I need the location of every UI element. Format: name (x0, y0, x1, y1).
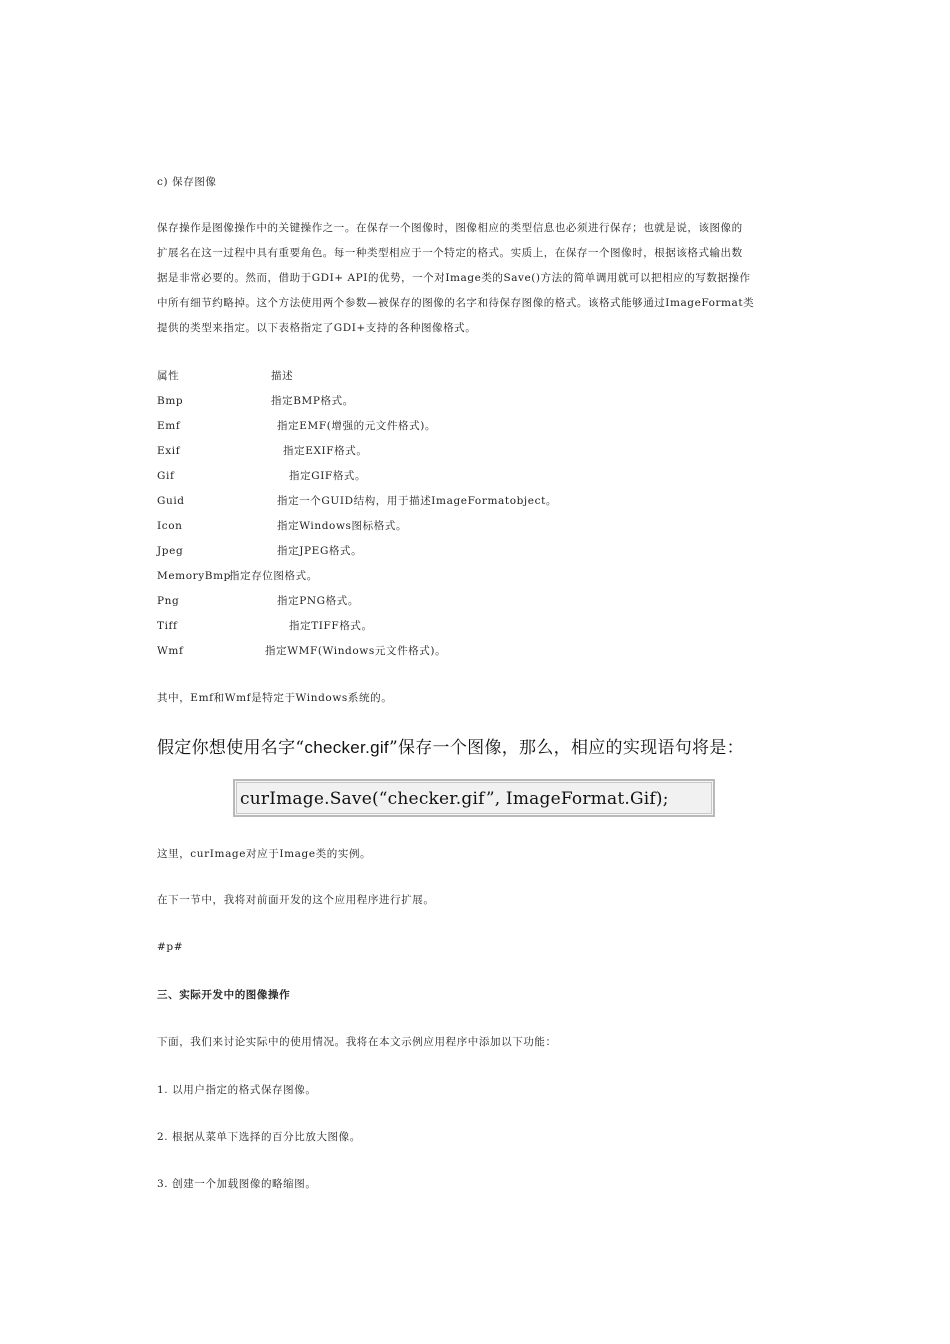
intro-line: 扩展名在这一过程中具有重要角色。每一种类型相应于一个特定的格式。实质上，在保存一个图像时，根据该格式输出数 (157, 247, 743, 259)
table-cell-description: 指定TIFF格式。 (289, 620, 373, 632)
table-cell-description: 指定PNG格式。 (277, 595, 359, 607)
table-cell-property: Wmf (157, 645, 184, 657)
table-cell-description: 指定WMF(Windows元文件格式)。 (265, 645, 447, 657)
intro-line: 中所有细节约略掉。这个方法使用两个参数—被保存的图像的名字和待保存图像的格式。该格式能够通过ImageFormat类 (157, 297, 755, 309)
intro-paragraph (157, 216, 797, 341)
table-cell-description: 指定JPEG格式。 (277, 545, 363, 557)
table-cell-property: MemoryBmp (157, 570, 231, 582)
table-cell-property: Emf (157, 420, 181, 432)
table-cell-description: 指定EXIF格式。 (283, 445, 368, 457)
feature-item: 3. 创建一个加载图像的略缩图。 (157, 1178, 317, 1190)
section3-heading: 三、实际开发中的图像操作 (157, 989, 291, 1001)
table-cell-property: Guid (157, 495, 185, 507)
table-header-description: 描述 (271, 370, 294, 382)
emf-wmf-note: 其中，Emf和Wmf是特定于Windows系统的。 (157, 692, 393, 704)
intro-line: 据是非常必要的。然而，借助于GDI+ API的优势，一个对Image类的Save()方法的简单调用就可以把相应的写数据操作 (157, 272, 751, 284)
code-block (233, 779, 715, 817)
table-cell-description: 指定GIF格式。 (289, 470, 367, 482)
next-section-note: 在下一节中，我将对前面开发的这个应用程序进行扩展。 (157, 894, 435, 906)
save-example-pre: 假定你想使用名字“ (157, 738, 305, 758)
save-example-filename: checker.gif (304, 738, 389, 757)
table-cell-property: Gif (157, 470, 175, 482)
feature-item: 1. 以用户指定的格式保存图像。 (157, 1084, 317, 1096)
table-cell-description: 指定存位图格式。 (229, 570, 318, 582)
save-example-sentence (157, 733, 744, 758)
table-cell-property: Icon (157, 520, 183, 532)
table-cell-description: 指定Windows图标格式。 (277, 520, 408, 532)
save-example-post: ”保存一个图像，那么，相应的实现语句将是： (388, 738, 744, 758)
table-cell-description: 指定一个GUID结构，用于描述ImageFormatobject。 (277, 495, 558, 507)
code-line: curImage.Save(“checker.gif”, ImageFormat.Gif); (236, 782, 712, 814)
table-cell-description: 指定BMP格式。 (271, 395, 354, 407)
intro-line: 提供的类型来指定。以下表格指定了GDI+支持的各种图像格式。 (157, 322, 477, 334)
intro-line: 保存操作是图像操作中的关键操作之一。在保存一个图像时，图像相应的类型信息也必须进行保存；也就是说，该图像的 (157, 222, 743, 234)
table-cell-description: 指定EMF(增强的元文件格式)。 (277, 420, 436, 432)
table-cell-property: Png (157, 595, 180, 607)
table-cell-property: Jpeg (157, 545, 184, 557)
section3-intro: 下面，我们来讨论实际中的使用情况。我将在本文示例应用程序中添加以下功能： (157, 1036, 557, 1048)
section-heading: c) 保存图像 (157, 176, 217, 188)
cur-image-note: 这里，curImage对应于Image类的实例。 (157, 848, 372, 860)
table-cell-property: Bmp (157, 395, 184, 407)
table-cell-property: Tiff (157, 620, 178, 632)
page-marker: #p# (157, 941, 184, 953)
table-cell-property: Exif (157, 445, 181, 457)
table-header-property: 属性 (157, 370, 180, 382)
feature-item: 2. 根据从菜单下选择的百分比放大图像。 (157, 1131, 361, 1143)
